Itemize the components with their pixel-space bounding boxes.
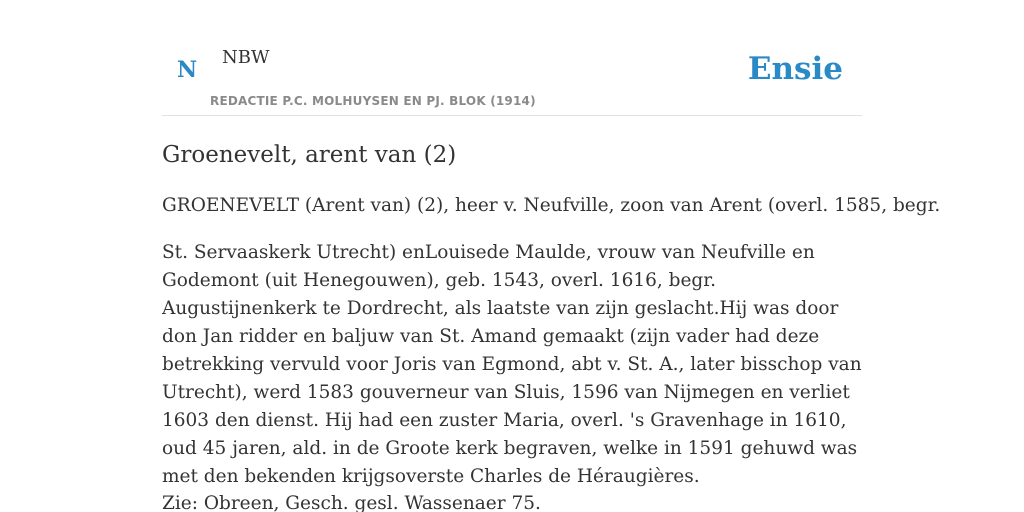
source-subtitle: REDACTIE P.C. MOLHUYSEN EN PJ. BLOK (1914) [210, 94, 536, 108]
source-logo-icon[interactable]: N [177, 57, 198, 83]
site-logo[interactable]: Ensie [747, 51, 843, 87]
article-reference: Zie: Obreen, Gesch. gesl. Wassenaer 75. [162, 493, 541, 512]
article-page [162, 0, 941, 512]
source-header [162, 0, 862, 116]
article-paragraph: St. Servaaskerk Utrecht) enLouisede Maulde, vrouw van Neufville en Godemont (uit Henegouwen), geb. 1543, overl. 1616, begr. Augustijnenkerk te Dordrecht, als laatste van zijn geslacht.Hij was door don Jan ridder en baljuw van St. Amand gemaakt (zijn vader had deze betrekking vervuld voor Joris van Egmond, abt v. St. A., later bisschop van Utrecht), werd 1583 gouverneur van Sluis, 1596 van Nijmegen en verliet 1603 den dienst. Hij had een zuster Maria, overl. 's Gravenhage in 1610, oud 45 jaren, ald. in de Groote kerk begraven, welke in 1591 gehuwd was met den bekenden krijgsoverste Charles de Héraugières. [162, 242, 862, 487]
article-title: Groenevelt, arent van (2) [162, 142, 457, 168]
source-name[interactable]: NBW [222, 47, 270, 68]
article-paragraph: GROENEVELT (Arent van) (2), heer v. Neufville, zoon van Arent (overl. 1585, begr. [162, 195, 941, 216]
